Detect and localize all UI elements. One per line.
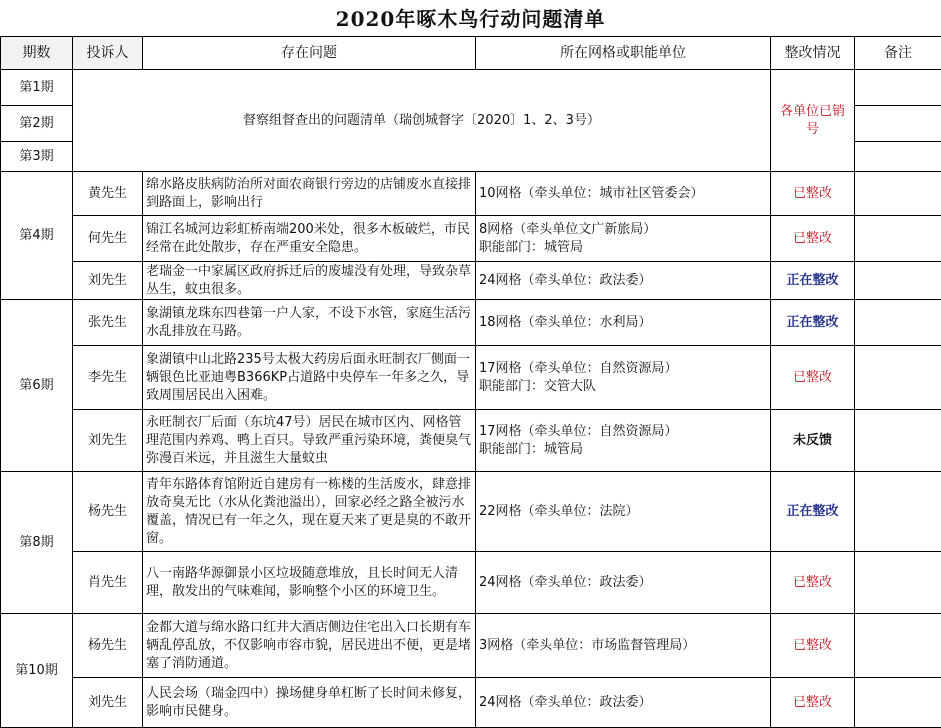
complainant-cell: 刘先生	[73, 678, 143, 728]
unit-line: 10网格（牵头单位：城市社区管委会）	[479, 185, 767, 203]
period-cell: 第2期	[1, 106, 73, 142]
status-cell: 已整改	[771, 346, 855, 410]
issue-cell: 老瑞金一中家属区政府拆迁后的废墟没有处理，导致杂草丛生，蚊虫很多。	[143, 262, 476, 300]
unit-cell	[476, 410, 771, 472]
issue-cell: 象湖镇龙珠东四巷第一户人家，不设下水管，家庭生活污水乱排放在马路。	[143, 300, 476, 346]
unit-cell	[476, 172, 771, 216]
unit-line: 22网格（牵头单位：法院）	[479, 503, 767, 521]
table-row	[1, 614, 941, 678]
period-cell: 第10期	[1, 614, 73, 728]
complainant-cell: 刘先生	[73, 262, 143, 300]
unit-line: 18网格（牵头单位：水利局）	[479, 314, 767, 332]
table-row	[1, 552, 941, 614]
period-cell: 第1期	[1, 70, 73, 106]
header-unit: 所在网格或职能单位	[476, 37, 771, 70]
note-cell	[855, 106, 941, 142]
unit-line: 职能部门：城管局	[479, 239, 767, 257]
complainant-cell: 刘先生	[73, 410, 143, 472]
table-row	[1, 300, 941, 346]
note-cell	[855, 300, 941, 346]
unit-line: 24网格（牵头单位：政法委）	[479, 574, 767, 592]
note-cell	[855, 142, 941, 172]
table-row	[1, 472, 941, 552]
issue-cell: 金都大道与绵水路口红井大酒店侧边住宅出入口长期有车辆乱停乱放，不仅影响市容市貌，居民进出不便，更是堵塞了消防通道。	[143, 614, 476, 678]
issue-cell: 绵水路皮肤病防治所对面农商银行旁边的店铺废水直接排到路面上，影响出行	[143, 172, 476, 216]
unit-cell	[476, 300, 771, 346]
status-cell: 正在整改	[771, 472, 855, 552]
merged-summary-cell: 督察组督查出的问题清单（瑞创城督字〔2020〕1、2、3号）	[73, 70, 771, 172]
unit-cell	[476, 216, 771, 262]
note-cell	[855, 262, 941, 300]
header-row	[1, 37, 941, 70]
complainant-cell: 张先生	[73, 300, 143, 346]
table-row	[1, 410, 941, 472]
unit-line: 24网格（牵头单位：政法委）	[479, 694, 767, 712]
unit-line: 17网格（牵头单位：自然资源局）	[479, 360, 767, 378]
table-row	[1, 172, 941, 216]
status-cell: 已整改	[771, 172, 855, 216]
period-cell: 第4期	[1, 172, 73, 300]
status-cell: 已整改	[771, 614, 855, 678]
complainant-cell: 杨先生	[73, 472, 143, 552]
status-cell: 正在整改	[771, 300, 855, 346]
header-status: 整改情况	[771, 37, 855, 70]
status-cell: 已整改	[771, 678, 855, 728]
unit-line: 职能部门：交管大队	[479, 378, 767, 396]
unit-cell	[476, 552, 771, 614]
header-issue: 存在问题	[143, 37, 476, 70]
unit-cell	[476, 472, 771, 552]
table-row	[1, 678, 941, 728]
unit-line: 8网格（牵头单位文广新旅局）	[479, 221, 767, 239]
note-cell	[855, 552, 941, 614]
complainant-cell: 黄先生	[73, 172, 143, 216]
complainant-cell: 李先生	[73, 346, 143, 410]
table-row	[1, 346, 941, 410]
issue-cell: 永旺制衣厂后面（东坑47号）居民在城市区内、网格管理范围内养鸡、鸭上百只。导致严重污染环境，粪便臭气弥漫百米远，并且滋生大量蚊虫	[143, 410, 476, 472]
note-cell	[855, 70, 941, 106]
note-cell	[855, 614, 941, 678]
issue-table	[0, 36, 941, 728]
unit-cell	[476, 262, 771, 300]
table-row	[1, 70, 941, 106]
unit-cell	[476, 346, 771, 410]
note-cell	[855, 346, 941, 410]
status-cell: 已整改	[771, 552, 855, 614]
header-note: 备注	[855, 37, 941, 70]
issue-cell: 八一南路华源御景小区垃圾随意堆放，且长时间无人清理，散发出的气味难闻，影响整个小区的环境卫生。	[143, 552, 476, 614]
unit-line: 职能部门：城管局	[479, 441, 767, 459]
header-complainant: 投诉人	[73, 37, 143, 70]
issue-cell: 青年东路体育馆附近自建房有一栋楼的生活废水，肆意排放奇臭无比（水从化粪池溢出），回家必经之路全被污水覆盖，情况已有一年之久，现在夏天来了更是臭的不敢开窗。	[143, 472, 476, 552]
note-cell	[855, 216, 941, 262]
period-cell: 第3期	[1, 142, 73, 172]
complainant-cell: 肖先生	[73, 552, 143, 614]
status-cell: 各单位已销号	[771, 70, 855, 172]
note-cell	[855, 472, 941, 552]
unit-cell	[476, 678, 771, 728]
issue-cell: 象湖镇中山北路235号太极大药房后面永旺制衣厂侧面一辆银色比亚迪粤B366KP占道路中央停车一年多之久，导致周围居民出入困难。	[143, 346, 476, 410]
complainant-cell: 杨先生	[73, 614, 143, 678]
status-cell: 已整改	[771, 216, 855, 262]
table-row	[1, 216, 941, 262]
issue-cell: 人民会场（瑞金四中）操场健身单杠断了长时间未修复，影响市民健身。	[143, 678, 476, 728]
period-cell: 第6期	[1, 300, 73, 472]
unit-line: 17网格（牵头单位：自然资源局）	[479, 423, 767, 441]
complainant-cell: 何先生	[73, 216, 143, 262]
note-cell	[855, 410, 941, 472]
status-cell: 未反馈	[771, 410, 855, 472]
table-row	[1, 262, 941, 300]
unit-cell	[476, 614, 771, 678]
unit-line: 3网格（牵头单位：市场监督管理局）	[479, 637, 767, 655]
period-cell: 第8期	[1, 472, 73, 614]
status-cell: 正在整改	[771, 262, 855, 300]
note-cell	[855, 172, 941, 216]
sheet-title: 2020年啄木鸟行动问题清单	[0, 0, 941, 36]
header-period: 期数	[1, 37, 73, 70]
issue-cell: 锦江名城河边彩虹桥南端200米处，很多木板破烂，市民经常在此处散步，存在严重安全隐患。	[143, 216, 476, 262]
unit-line: 24网格（牵头单位：政法委）	[479, 272, 767, 290]
note-cell	[855, 678, 941, 728]
